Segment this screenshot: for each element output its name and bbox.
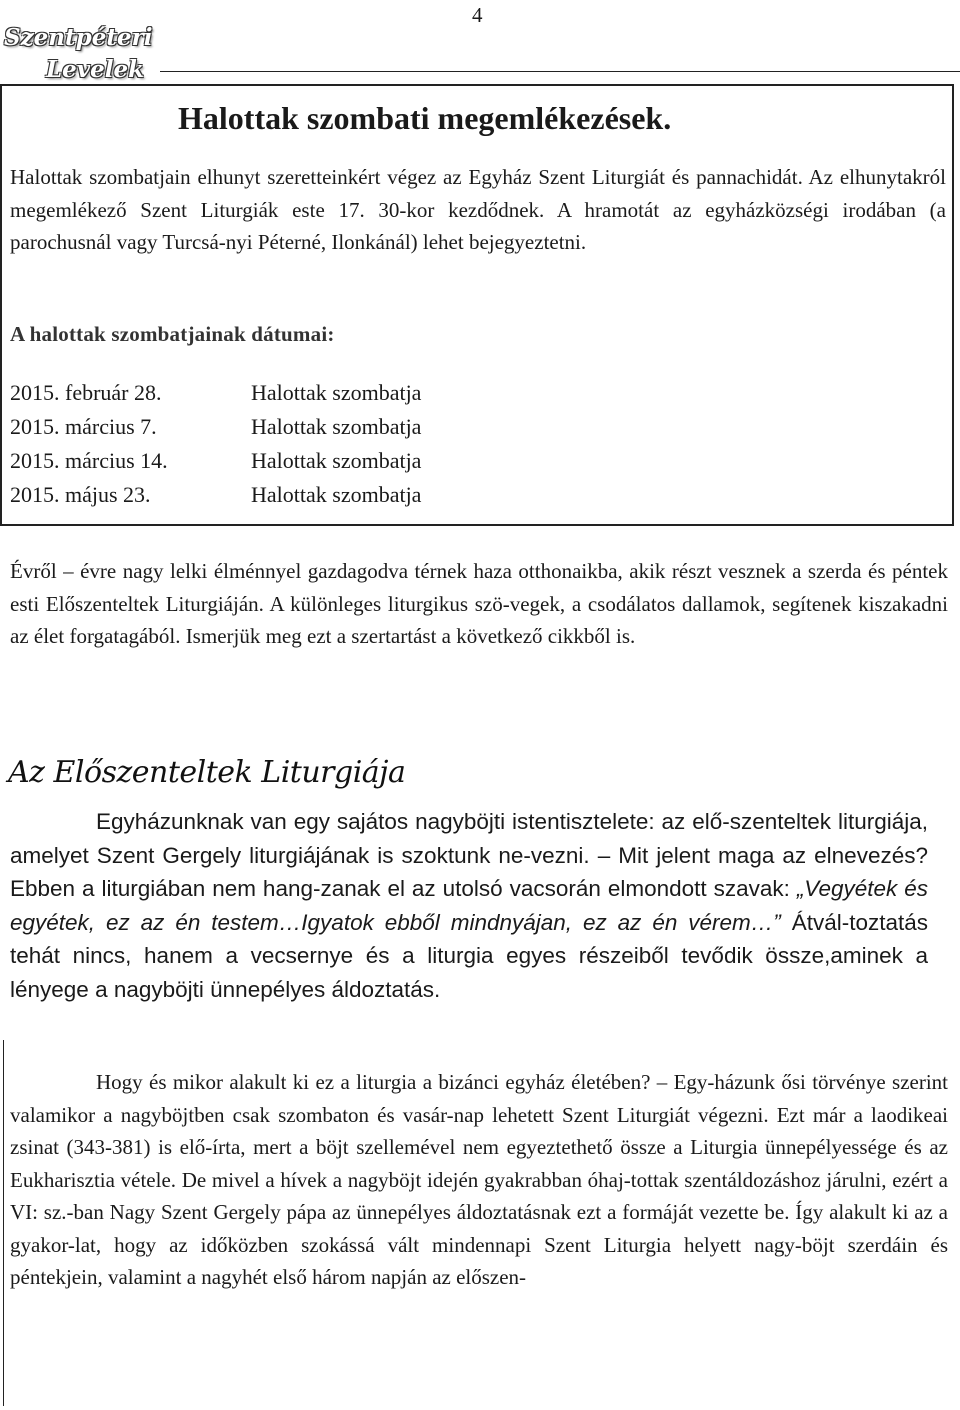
newsletter-logo (0, 22, 153, 86)
box-title: Halottak szombati megemlékezések. (178, 100, 672, 136)
page-number: 4 (472, 3, 483, 27)
date-label: Halottak szombatja (251, 482, 422, 507)
paragraph-text-2: Átvál-toztatás tehát nincs, hanem a vecsernye és a liturgia egyes részeiből tevődik össze,aminek a lényege a nagyböjti ünnepélyes áldoztatás. (10, 909, 929, 1002)
date-row (10, 444, 421, 478)
column-rule (3, 1040, 4, 1406)
section-title: Az Előszenteltek Liturgiája (8, 755, 406, 790)
date-label: Halottak szombatja (251, 448, 422, 473)
date-row (10, 376, 421, 410)
date-row (10, 478, 421, 512)
quote-text: „Vegyétek és egyétek, ez az én testem…Igyatok ebből mindnyájan, ez az én vérem…” (10, 876, 928, 935)
header-rule (160, 71, 960, 72)
paragraph-text-1: Egyházunknak van egy sajátos nagyböjti istentisztelete: az elő-szenteltek liturgiája, amelyet Szent Gergely liturgiájának is szoktunk ne-vezni. – Mit jelent maga az elnevezés? Ebben a liturgiában nem hang-zanak el az utolsó vacsorán elmondott szavak: (10, 809, 928, 901)
date-label: Halottak szombatja (251, 414, 422, 439)
date-label: Halottak szombatja (251, 380, 422, 405)
box-intro-paragraph: Halottak szombatjain elhunyt szeretteinkért végez az Egyház Szent Liturgiát és pannachidát. Az elhunytakról megemlékező Szent Liturgiák este 17. 30-kor kezdődnek. A hramotát az egyházközségi irodában (a parochusnál vagy Turcsá-nyi Péterné, Ilonkánál) lehet bejegyeztetni. (10, 165, 946, 254)
history-text: Hogy és mikor alakult ki ez a liturgia a bizánci egyház életében? – Egy-házunk ősi törvénye szerint valamikor a nagyböjtben csak szombaton és vasár-nap lehetett Szent Liturgiát végezni. Ezt már a laodikeai zsinat (343-381) is elő-írta, mert a böjt szellemével nem egyeztethető össze a Liturgia ünnepélyessége és az Eukharisztia vétele. De mivel a hívek a nagyböjt idején gyakrabban óhaj-tottak szentáldozáshoz járulni, ezért a VI: sz.-ban Nagy Szent Gergely pápa az ünnepélyes áldoztatásnak ezt a formáját vezette be. Így alakult ki az a gyakor-lat, hogy az időközben szokássá vált mindennapi Szent Liturgia helyett nagy-böjt szerdáin és péntekjein, valamint a nagyhét első három napján az előszen- (10, 1070, 948, 1289)
date-value: 2015. február 28. (10, 380, 162, 405)
liturgy-explanation-paragraph (10, 805, 928, 1006)
date-value: 2015. május 23. (10, 482, 151, 507)
date-row (10, 410, 421, 444)
history-paragraph (10, 1066, 948, 1294)
logo-line-2: Levelek (46, 56, 145, 83)
logo-line-1: Szentpéteri (4, 24, 153, 51)
date-value: 2015. március 14. (10, 448, 168, 473)
intro-paragraph: Évről – évre nagy lelki élménnyel gazdagodva térnek haza otthonaikba, akik részt vesznek a szerda és péntek esti Előszenteltek Liturgiáján. A különleges liturgikus szö-vegek, a csodálatos dallamok, segítenek kiszakadni az élet forgatagából. Ismerjük meg ezt a szertartást a következő cikkből is. (10, 559, 948, 648)
date-value: 2015. március 7. (10, 414, 157, 439)
dates-list (10, 376, 421, 512)
dates-heading: A halottak szombatjainak dátumai: (10, 322, 335, 346)
